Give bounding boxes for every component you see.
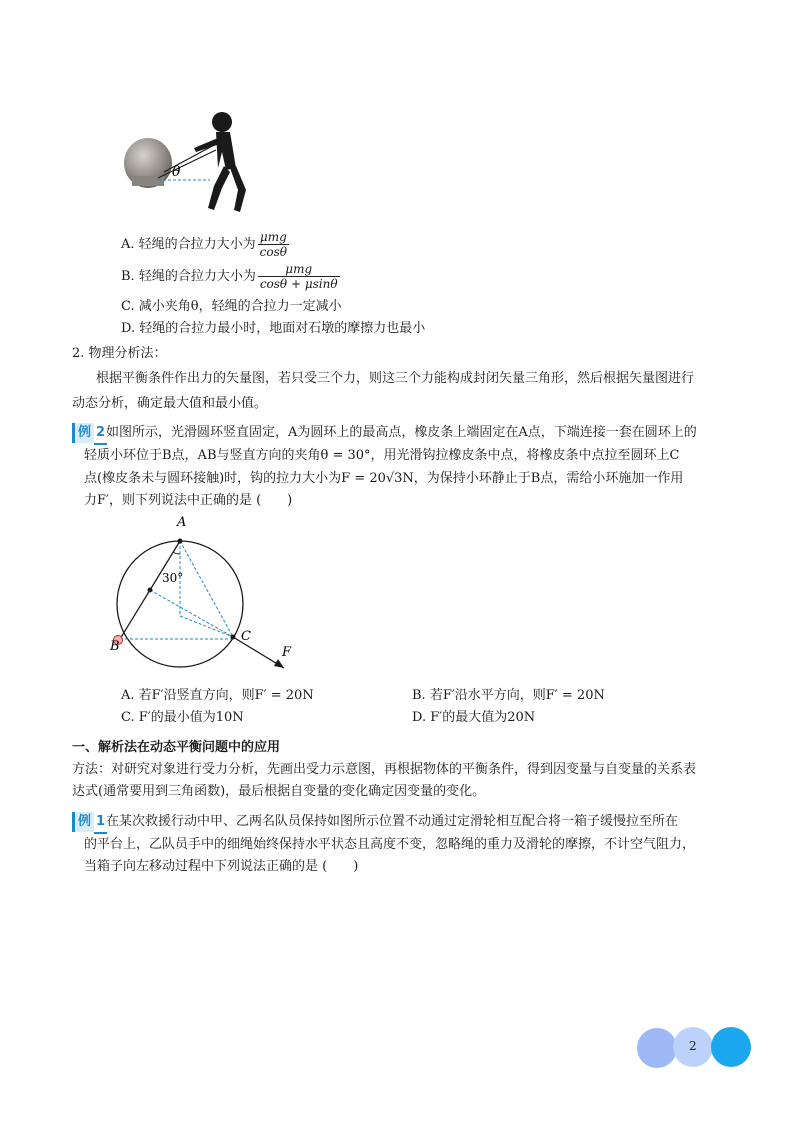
example1-badge-number: 1: [94, 812, 107, 834]
option-B: [121, 262, 340, 292]
q2-option-D: D. F′的最大值为20N: [412, 710, 536, 725]
figure-ring: [104, 512, 304, 680]
option-B-text: B. 轻绳的合拉力大小为: [121, 269, 256, 284]
example1-line2: 的平台上，乙队员手中的细绳始终保持水平状态且高度不变，忽略绳的重力及滑轮的摩擦，不计空气阻力，: [84, 837, 696, 852]
example2-badge-label: 例: [72, 423, 94, 443]
method2-line2: 动态分析，确定最大值和最小值。: [72, 396, 268, 411]
example2-badge: [72, 423, 107, 443]
option-A-text: A. 轻绳的合拉力大小为: [121, 237, 256, 252]
method2-title: 2. 物理分析法：: [72, 346, 167, 361]
angle-label: 30°: [162, 571, 184, 585]
option-D: D. 轻绳的合拉力最小时，地面对石墩的摩擦力也最小: [121, 321, 426, 336]
section1-method-line2: 达式(通常要用到三角函数)，最后根据自变量的变化确定因变量的变化。: [72, 784, 486, 799]
label-C: C: [241, 629, 251, 644]
page-badge-left-circle: [637, 1028, 677, 1068]
option-A-denominator: cosθ: [259, 245, 287, 259]
example1-badge-label: 例: [72, 812, 94, 832]
label-A: A: [177, 515, 187, 530]
example1-line3: 当箱子向左移动过程中下列说法正确的是 ( ): [84, 859, 359, 874]
option-A: [121, 230, 289, 260]
section1-method-line1: 方法：对研究对象进行受力分析，先画出受力示意图，再根据物体的平衡条件，得到因变量与自变量的关系表: [72, 762, 697, 777]
theta-label: θ: [172, 164, 181, 180]
page-number: 2: [689, 1039, 697, 1053]
page-badge-right-circle: [711, 1027, 751, 1067]
option-A-numerator: μmg: [258, 230, 289, 245]
option-B-fraction: [258, 262, 340, 291]
label-F: F: [282, 645, 292, 660]
figure-stone-pull: [118, 108, 248, 218]
example2-line2: 轻质小环位于B点，AB与竖直方向的夹角θ = 30°，用光滑钩拉橡皮条中点，将橡皮条中点拉至圆环上C: [84, 448, 680, 463]
q2-option-A: A. 若F′沿竖直方向，则F′ = 20N: [121, 688, 314, 703]
section1-title: 一、解析法在动态平衡问题中的应用: [72, 740, 281, 755]
option-B-numerator: μmg: [258, 262, 340, 277]
q2-option-C: C. F′的最小值为10N: [121, 710, 244, 725]
option-A-fraction: [258, 230, 289, 259]
example1-line1: 在某次救援行动中甲、乙两名队员保持如图所示位置不动通过定滑轮相互配合将一箱子缓慢拉至所在: [106, 814, 679, 829]
example2-line4: 力F′，则下列说法中正确的是 ( ): [84, 493, 293, 508]
example1-badge: [72, 812, 107, 832]
label-B: B: [110, 639, 120, 654]
option-B-denominator: cosθ + μsinθ: [259, 277, 338, 291]
example2-badge-number: 2: [94, 423, 107, 445]
example2-line1: 如图所示，光滑圆环竖直固定，A为圆环上的最高点，橡皮条上端固定在A点，下端连接一套在圆环上的: [106, 425, 697, 440]
q2-option-B: B. 若F′沿水平方向，则F′ = 20N: [412, 688, 605, 703]
option-C: C. 减小夹角θ，轻绳的合拉力一定减小: [121, 299, 342, 314]
method2-line1: 根据平衡条件作出力的矢量图，若只受三个力，则这三个力能构成封闭矢量三角形，然后根据矢量图进行: [96, 371, 695, 386]
example2-line3: 点(橡皮条未与圆环接触)时，钩的拉力大小为F = 20√3N，为保持小环静止于B点，需给小环施加一作用: [84, 471, 684, 486]
